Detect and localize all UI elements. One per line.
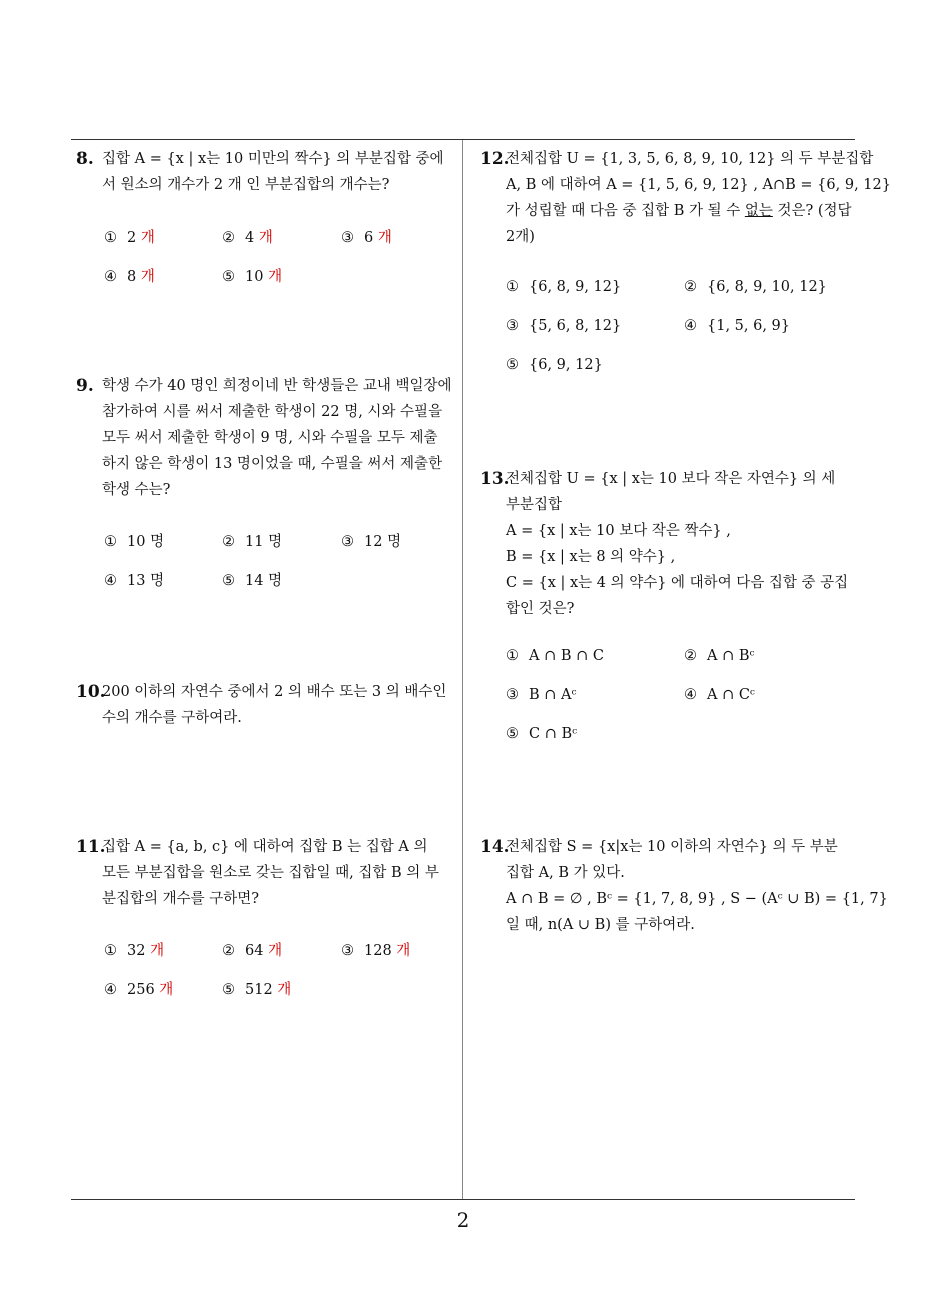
option-3[interactable]: ③ 12 명 [341, 534, 402, 550]
question-text-line: 일 때, n(A ∪ B) 를 구하여라. [506, 917, 695, 933]
question-text-line: A ∩ B = ∅ , Bᶜ = {1, 7, 8, 9} , S − (Aᶜ ∪ B) = {1, 7} [506, 891, 888, 907]
question-text-line: 모두 써서 제출한 학생이 9 명, 시와 수필을 모두 제출 [102, 430, 438, 446]
question-13 [480, 466, 860, 622]
question-text-line: 분집합의 개수를 구하면? [102, 891, 260, 907]
option-4[interactable]: ④ 8 개 [104, 269, 155, 285]
option-4[interactable]: ④ 256 개 [104, 982, 174, 998]
option-5[interactable]: ⑤ 512 개 [222, 982, 292, 998]
question-text-line: 참가하여 시를 써서 제출한 학생이 22 명, 시와 수필을 [102, 404, 443, 420]
question-text-line: 부분집합 [506, 497, 563, 513]
question-12 [480, 146, 891, 250]
question-text-line: 수의 개수를 구하여라. [102, 710, 242, 726]
question-text-line: 전체집합 U = {x | x는 10 보다 작은 자연수} 의 세 [506, 471, 836, 487]
option-2[interactable]: ② A ∩ Bᶜ [684, 648, 755, 664]
question-14 [480, 834, 888, 938]
bottom-rule [71, 1199, 855, 1200]
option-3[interactable]: ③ 6 개 [341, 230, 392, 246]
option-2[interactable]: ② {6, 8, 9, 10, 12} [684, 279, 827, 295]
option-1[interactable]: ① A ∩ B ∩ C [506, 648, 604, 664]
option-3[interactable]: ③ B ∩ Aᶜ [506, 687, 577, 703]
question-number: 8. [76, 149, 94, 169]
question-text-line: 집합 A = {a, b, c} 에 대하여 집합 B 는 집합 A 의 [102, 839, 428, 855]
option-2[interactable]: ② 4 개 [222, 230, 273, 246]
question-text-line: 가 성립할 때 다음 중 집합 B 가 될 수 없는 것은? (정답 [506, 203, 852, 219]
option-2[interactable]: ② 64 개 [222, 943, 283, 959]
question-text-line: 집합 A, B 가 있다. [506, 865, 625, 881]
question-text-line: 학생 수는? [102, 482, 171, 498]
question-9 [76, 373, 456, 503]
question-text-line: 전체집합 S = {x|x는 10 이하의 자연수} 의 두 부분 [506, 839, 838, 855]
question-text-line: 전체집합 U = {1, 3, 5, 6, 8, 9, 10, 12} 의 두 부분집합 [506, 151, 874, 167]
option-2[interactable]: ② 11 명 [222, 534, 283, 550]
option-4[interactable]: ④ A ∩ Cᶜ [684, 687, 755, 703]
option-3[interactable]: ③ 128 개 [341, 943, 411, 959]
question-text-line: 모든 부분집합을 원소로 갖는 집합일 때, 집합 B 의 부 [102, 865, 439, 881]
question-text-line: 하지 않은 학생이 13 명이었을 때, 수필을 써서 제출한 [102, 456, 443, 472]
option-1[interactable]: ① 2 개 [104, 230, 155, 246]
question-8 [76, 146, 456, 198]
question-number: 9. [76, 376, 94, 396]
question-text-line: C = {x | x는 4 의 약수} 에 대하여 다음 집합 중 공집 [506, 575, 849, 591]
question-10 [76, 679, 456, 731]
option-4[interactable]: ④ {1, 5, 6, 9} [684, 318, 791, 334]
top-rule [71, 139, 855, 140]
question-number: 14. [480, 837, 510, 857]
option-4[interactable]: ④ 13 명 [104, 573, 165, 589]
page-number: 2 [456, 1208, 470, 1232]
question-text-line: 서 원소의 개수가 2 개 인 부분집합의 개수는? [102, 177, 390, 193]
question-text-line: A = {x | x는 10 보다 작은 짝수} , [506, 523, 731, 539]
option-1[interactable]: ① 32 개 [104, 943, 165, 959]
option-1[interactable]: ① 10 명 [104, 534, 165, 550]
question-text-line: 집합 A = {x | x는 10 미만의 짝수} 의 부분집합 중에 [102, 151, 444, 167]
question-text-line: 200 이하의 자연수 중에서 2 의 배수 또는 3 의 배수인 [102, 684, 447, 700]
underlined-word: 없는 [744, 203, 773, 219]
option-5[interactable]: ⑤ C ∩ Bᶜ [506, 726, 578, 742]
question-11 [76, 834, 456, 912]
question-number: 11. [76, 837, 106, 857]
question-text-line: 학생 수가 40 명인 희정이네 반 학생들은 교내 백일장에 [102, 378, 452, 394]
question-number: 13. [480, 469, 510, 489]
option-5[interactable]: ⑤ {6, 9, 12} [506, 357, 603, 373]
question-text-line: A, B 에 대하여 A = {1, 5, 6, 9, 12} , A∩B = {6, 9, 12} [506, 177, 891, 193]
question-text-line: 2개) [506, 229, 535, 245]
question-number: 12. [480, 149, 510, 169]
option-5[interactable]: ⑤ 14 명 [222, 573, 283, 589]
option-3[interactable]: ③ {5, 6, 8, 12} [506, 318, 622, 334]
option-5[interactable]: ⑤ 10 개 [222, 269, 283, 285]
question-number: 10. [76, 682, 106, 702]
question-text-line: 합인 것은? [506, 601, 575, 617]
column-divider [462, 140, 463, 1200]
question-text-line: B = {x | x는 8 의 약수} , [506, 549, 676, 565]
option-1[interactable]: ① {6, 8, 9, 12} [506, 279, 622, 295]
